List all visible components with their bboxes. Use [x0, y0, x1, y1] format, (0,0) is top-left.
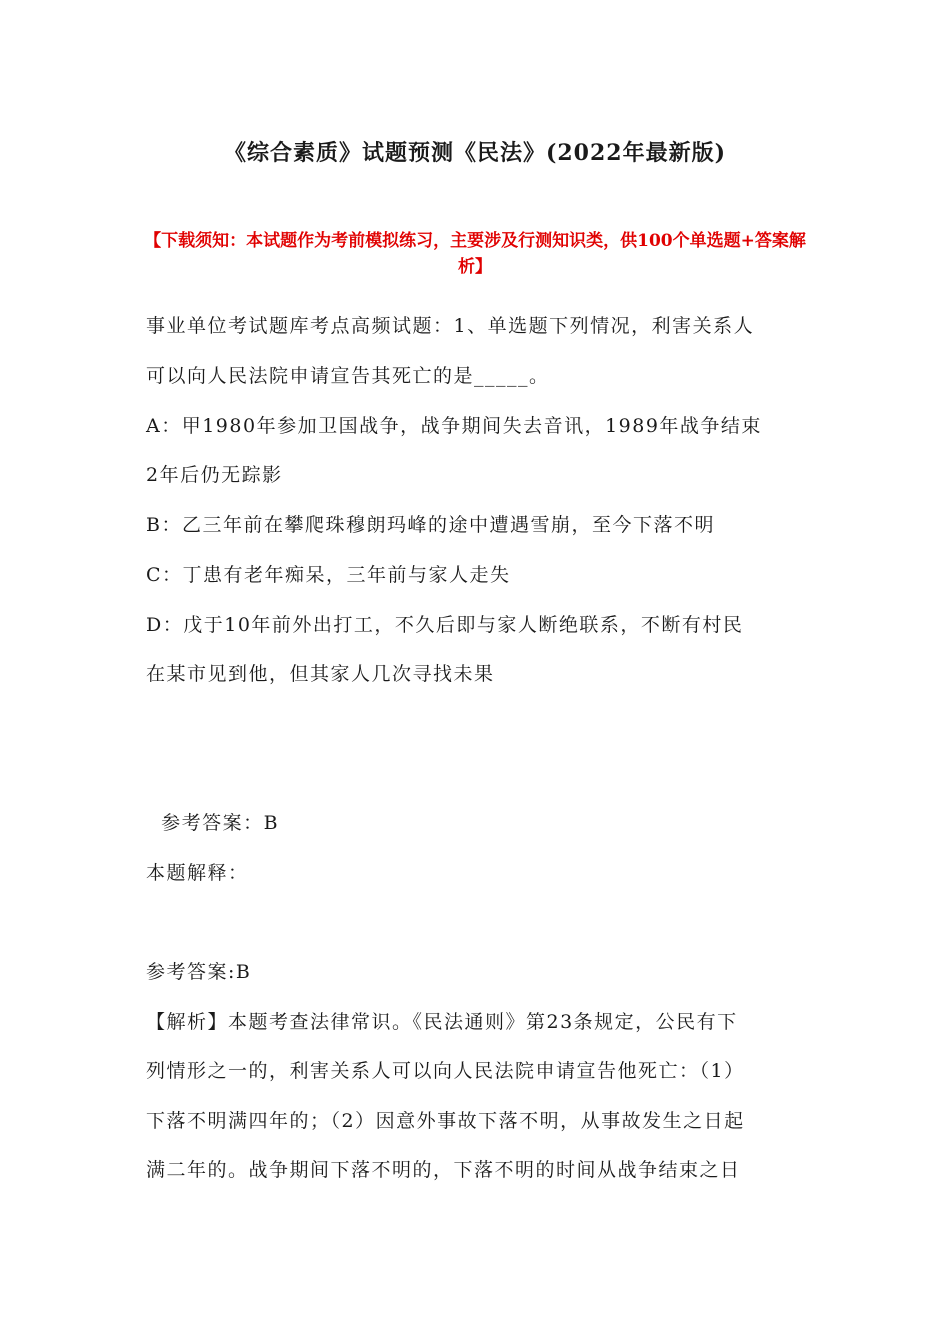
question-text-line: 事业单位考试题库考点高频试题：1、单选题下列情况，利害关系人	[146, 315, 755, 337]
analysis-text-line: 满二年的。战争期间下落不明的，下落不明的时间从战争结束之日	[146, 1159, 741, 1181]
option-d-continued: 在某市见到他，但其家人几次寻找未果	[146, 663, 495, 685]
analysis-text-line: 下落不明满四年的；（2）因意外事故下落不明，从事故发生之日起	[146, 1110, 745, 1132]
download-notice: 【下载须知：本试题作为考前模拟练习，主要涉及行测知识类，供100个单选题+答案解析】	[144, 231, 806, 277]
option-d: D：戊于10年前外出打工，不久后即与家人断绝联系，不断有村民	[146, 614, 744, 636]
explanation-label: 本题解释：	[146, 862, 249, 884]
question-text-line: 可以向人民法院申请宣告其死亡的是_____。	[146, 365, 550, 387]
option-a: A：甲1980年参加卫国战争，战争期间失去音讯，1989年战争结束	[146, 415, 762, 437]
option-a-continued: 2年后仍无踪影	[146, 464, 283, 486]
option-b: B：乙三年前在攀爬珠穆朗玛峰的途中遭遇雪崩，至今下落不明	[146, 514, 715, 536]
analysis-text-line: 列情形之一的，利害关系人可以向人民法院申请宣告他死亡：（1）	[146, 1060, 745, 1082]
reference-answer: 参考答案:B	[146, 961, 252, 983]
document-title: 《综合素质》试题预测《民法》(2022年最新版)	[223, 140, 727, 166]
option-c: C：丁患有老年痴呆，三年前与家人走失	[146, 564, 511, 586]
analysis-text-line: 【解析】本题考查法律常识。《民法通则》第23条规定，公民有下	[146, 1011, 738, 1033]
reference-answer-indented: 参考答案：B	[146, 812, 280, 834]
